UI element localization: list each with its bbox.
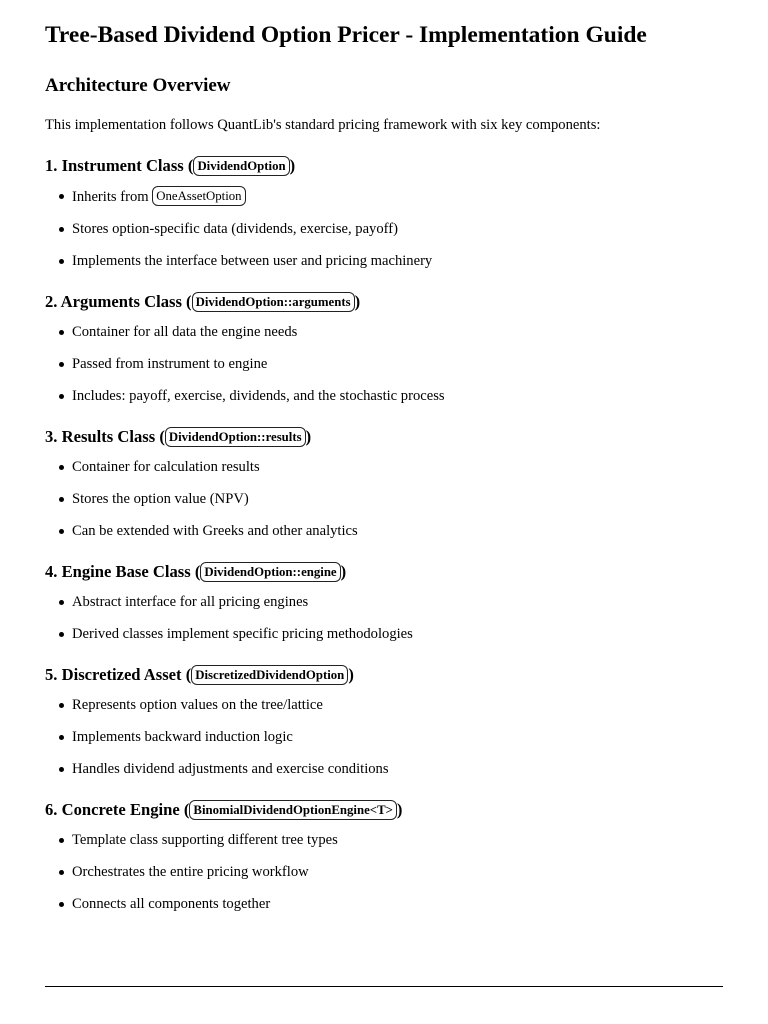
section-heading-suffix: ): [354, 292, 361, 311]
inline-code: DividendOption::results: [165, 427, 306, 447]
section-heading-suffix: ): [305, 427, 312, 446]
section-heading: [45, 425, 723, 449]
section-instrument-class: [45, 154, 723, 271]
section-heading-text: 5. Discretized Asset (: [45, 665, 192, 684]
section-heading: [45, 798, 723, 822]
list-item: Template class supporting different tree types: [45, 830, 723, 850]
section-heading: [45, 560, 723, 584]
section-heading-text: 4. Engine Base Class (: [45, 562, 201, 581]
section-heading: [45, 290, 723, 314]
list-item: Container for calculation results: [45, 457, 723, 477]
section-heading-text: 2. Arguments Class (: [45, 292, 192, 311]
list-item: Stores option-specific data (dividends, exercise, payoff): [45, 219, 723, 239]
list-item: Stores the option value (NPV): [45, 489, 723, 509]
section-heading: [45, 154, 723, 178]
list-item: Orchestrates the entire pricing workflow: [45, 862, 723, 882]
list-item: Implements backward induction logic: [45, 727, 723, 747]
section-engine-base-class: [45, 560, 723, 644]
section-heading-suffix: ): [289, 156, 296, 175]
inline-code: DiscretizedDividendOption: [191, 665, 348, 685]
list-item: Connects all components together: [45, 894, 723, 914]
section-heading-text: 6. Concrete Engine (: [45, 800, 190, 819]
section-discretized-asset: [45, 663, 723, 779]
bullet-list: [45, 457, 723, 541]
list-item: Represents option values on the tree/lattice: [45, 695, 723, 715]
section-heading-text: 3. Results Class (: [45, 427, 165, 446]
section-heading-suffix: ): [396, 800, 403, 819]
section-concrete-engine: [45, 798, 723, 914]
section-arguments-class: [45, 290, 723, 406]
list-item-text: Inherits from: [72, 189, 153, 205]
inline-code: BinomialDividendOptionEngine<T>: [189, 800, 396, 820]
list-item: Implements the interface between user and pricing machinery: [45, 251, 723, 271]
horizontal-rule: [45, 986, 723, 987]
inline-code: OneAssetOption: [152, 186, 245, 206]
overview-intro: This implementation follows QuantLib's standard pricing framework with six key components:: [45, 117, 601, 133]
list-item: [45, 186, 723, 207]
page-title: Tree-Based Dividend Option Pricer - Implementation Guide: [45, 22, 647, 48]
inline-code: DividendOption: [193, 156, 289, 176]
inline-code: DividendOption::engine: [200, 562, 340, 582]
list-item: Can be extended with Greeks and other analytics: [45, 521, 723, 541]
list-item: Passed from instrument to engine: [45, 354, 723, 374]
bullet-list: [45, 592, 723, 644]
section-heading-suffix: ): [348, 665, 354, 684]
bullet-list: [45, 830, 723, 914]
bullet-list: [45, 186, 723, 271]
section-heading-text: 1. Instrument Class (: [45, 156, 194, 175]
list-item: Abstract interface for all pricing engines: [45, 592, 723, 612]
list-item: Includes: payoff, exercise, dividends, and the stochastic process: [45, 386, 723, 406]
list-item: Derived classes implement specific pricing methodologies: [45, 624, 723, 644]
section-results-class: [45, 425, 723, 541]
list-item: Container for all data the engine needs: [45, 322, 723, 342]
section-heading: [45, 663, 723, 687]
inline-code: DividendOption::arguments: [192, 292, 355, 312]
bullet-list: [45, 322, 723, 406]
bullet-list: [45, 695, 723, 779]
list-item: Handles dividend adjustments and exercise conditions: [45, 759, 723, 779]
overview-heading: Architecture Overview: [45, 75, 231, 96]
section-heading-suffix: ): [340, 562, 347, 581]
